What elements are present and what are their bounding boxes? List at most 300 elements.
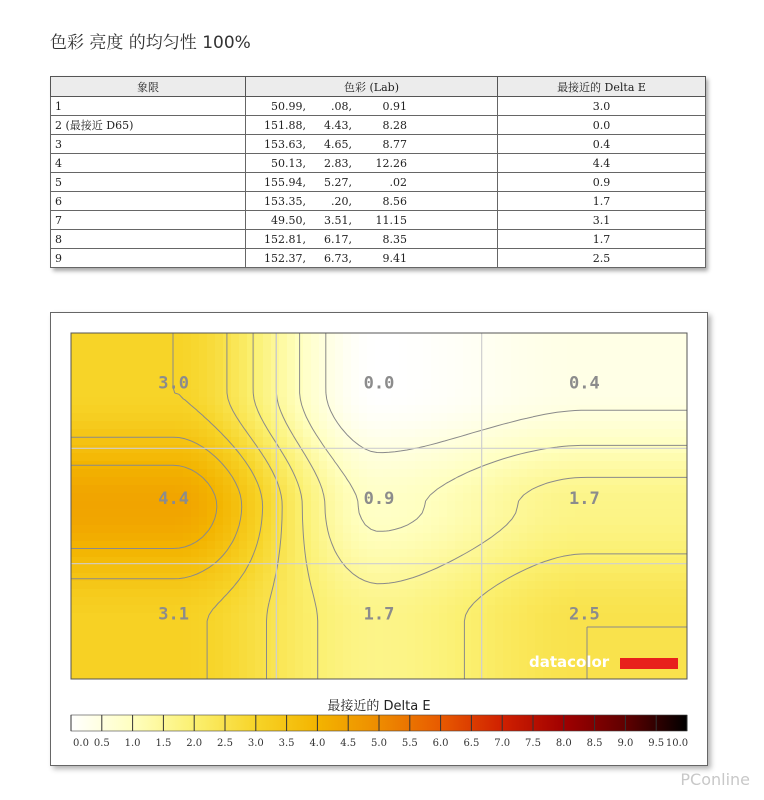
heatmap-pixel	[167, 453, 176, 462]
heatmap-pixel	[287, 373, 296, 382]
heatmap-pixel	[447, 365, 456, 374]
heatmap-pixel	[327, 613, 336, 622]
heatmap-pixel	[79, 669, 88, 678]
heatmap-pixel	[215, 365, 224, 374]
heatmap-pixel	[543, 365, 552, 374]
heatmap-pixel	[335, 677, 344, 686]
heatmap-pixel	[287, 629, 296, 638]
heatmap-pixel	[215, 405, 224, 414]
heatmap-pixel	[631, 509, 640, 518]
heatmap-pixel	[359, 333, 368, 342]
heatmap-pixel	[247, 565, 256, 574]
heatmap-pixel	[183, 653, 192, 662]
heatmap-pixel	[655, 581, 664, 590]
heatmap-pixel	[239, 557, 248, 566]
heatmap-pixel	[279, 501, 288, 510]
heatmap-pixel	[159, 365, 168, 374]
heatmap-pixel	[471, 397, 480, 406]
heatmap-pixel	[255, 341, 264, 350]
heatmap-pixel	[495, 357, 504, 366]
heatmap-pixel	[511, 669, 520, 678]
heatmap-pixel	[95, 469, 104, 478]
heatmap-pixel	[95, 349, 104, 358]
heatmap-pixel	[439, 669, 448, 678]
heatmap-pixel	[343, 349, 352, 358]
heatmap-pixel	[455, 461, 464, 470]
heatmap-pixel	[111, 605, 120, 614]
heatmap-pixel	[503, 605, 512, 614]
heatmap-pixel	[479, 525, 488, 534]
heatmap-pixel	[447, 453, 456, 462]
heatmap-pixel	[623, 469, 632, 478]
heatmap-pixel	[639, 557, 648, 566]
heatmap-pixel	[319, 669, 328, 678]
heatmap-pixel	[111, 677, 120, 686]
heatmap-pixel	[183, 341, 192, 350]
heatmap-pixel	[431, 525, 440, 534]
heatmap-pixel	[447, 549, 456, 558]
heatmap-pixel	[127, 573, 136, 582]
heatmap-pixel	[183, 661, 192, 670]
heatmap-pixel	[87, 613, 96, 622]
heatmap-pixel	[335, 517, 344, 526]
heatmap-pixel	[679, 677, 688, 686]
heatmap-pixel	[663, 645, 672, 654]
heatmap-pixel	[103, 389, 112, 398]
heatmap-pixel	[135, 485, 144, 494]
heatmap-pixel	[487, 565, 496, 574]
heatmap-pixel	[367, 357, 376, 366]
heatmap-pixel	[487, 357, 496, 366]
heatmap-pixel	[471, 477, 480, 486]
heatmap-pixel	[135, 621, 144, 630]
heatmap-pixel	[303, 669, 312, 678]
heatmap-pixel	[327, 565, 336, 574]
heatmap-pixel	[335, 605, 344, 614]
heatmap-pixel	[599, 333, 608, 342]
heatmap-pixel	[479, 413, 488, 422]
heatmap-pixel	[463, 341, 472, 350]
heatmap-pixel	[343, 413, 352, 422]
heatmap-pixel	[479, 397, 488, 406]
heatmap-pixel	[263, 509, 272, 518]
heatmap-pixel	[607, 621, 616, 630]
heatmap-pixel	[151, 677, 160, 686]
heatmap-pixel	[551, 373, 560, 382]
heatmap-pixel	[95, 525, 104, 534]
heatmap-pixel	[135, 661, 144, 670]
heatmap-pixel	[351, 389, 360, 398]
heatmap-pixel	[631, 613, 640, 622]
heatmap-pixel	[551, 445, 560, 454]
heatmap-pixel	[591, 477, 600, 486]
lab-cell	[246, 211, 498, 230]
heatmap-pixel	[87, 637, 96, 646]
heatmap-pixel	[535, 637, 544, 646]
heatmap-pixel	[95, 581, 104, 590]
heatmap-pixel	[407, 501, 416, 510]
heatmap-pixel	[71, 677, 80, 686]
heatmap-pixel	[399, 405, 408, 414]
heatmap-pixel	[103, 469, 112, 478]
heatmap-pixel	[679, 621, 688, 630]
heatmap-pixel	[415, 661, 424, 670]
heatmap-pixel	[567, 541, 576, 550]
heatmap-pixel	[607, 421, 616, 430]
heatmap-pixel	[551, 389, 560, 398]
heatmap-pixel	[119, 349, 128, 358]
heatmap-pixel	[647, 421, 656, 430]
heatmap-pixel	[199, 397, 208, 406]
heatmap-pixel	[319, 349, 328, 358]
heatmap-pixel	[591, 677, 600, 686]
heatmap-pixel	[103, 445, 112, 454]
heatmap-pixel	[439, 453, 448, 462]
heatmap-pixel	[567, 581, 576, 590]
heatmap-pixel	[679, 445, 688, 454]
heatmap-pixel	[647, 453, 656, 462]
heatmap-pixel	[559, 629, 568, 638]
heatmap-pixel	[551, 597, 560, 606]
heatmap-pixel	[191, 485, 200, 494]
heatmap-pixel	[103, 501, 112, 510]
heatmap-pixel	[215, 389, 224, 398]
heatmap-pixel	[519, 629, 528, 638]
heatmap-pixel	[287, 477, 296, 486]
heatmap-pixel	[87, 381, 96, 390]
heatmap-pixel	[95, 613, 104, 622]
heatmap-pixel	[407, 461, 416, 470]
heatmap-pixel	[159, 533, 168, 542]
heatmap-pixel	[535, 541, 544, 550]
heatmap-pixel	[663, 461, 672, 470]
heatmap-pixel	[295, 669, 304, 678]
heatmap-pixel	[543, 533, 552, 542]
heatmap-pixel	[207, 677, 216, 686]
heatmap-pixel	[407, 645, 416, 654]
heatmap-pixel	[415, 677, 424, 686]
heatmap-pixel	[519, 573, 528, 582]
heatmap-pixel	[351, 357, 360, 366]
heatmap-pixel	[447, 493, 456, 502]
heatmap-pixel	[391, 677, 400, 686]
heatmap-pixel	[199, 541, 208, 550]
heatmap-pixel	[391, 589, 400, 598]
heatmap-pixel	[143, 533, 152, 542]
heatmap-pixel	[119, 413, 128, 422]
heatmap-pixel	[367, 669, 376, 678]
heatmap-pixel	[663, 509, 672, 518]
heatmap-pixel	[511, 469, 520, 478]
heatmap-pixel	[407, 557, 416, 566]
heatmap-pixel	[551, 573, 560, 582]
lab-a-value: 6.17,	[324, 232, 352, 246]
heatmap-pixel	[415, 469, 424, 478]
heatmap-pixel	[383, 333, 392, 342]
heatmap-pixel	[327, 381, 336, 390]
heatmap-pixel	[359, 349, 368, 358]
heatmap-pixel	[359, 533, 368, 542]
heatmap-pixel	[679, 637, 688, 646]
heatmap-pixel	[343, 629, 352, 638]
heatmap-pixel	[143, 429, 152, 438]
heatmap-pixel	[335, 453, 344, 462]
heatmap-pixel	[423, 477, 432, 486]
heatmap-pixel	[103, 613, 112, 622]
heatmap-pixel	[391, 357, 400, 366]
heatmap-pixel	[191, 381, 200, 390]
heatmap-pixel	[167, 437, 176, 446]
heatmap-pixel	[623, 365, 632, 374]
heatmap-pixel	[351, 653, 360, 662]
heatmap-pixel	[127, 637, 136, 646]
heatmap-pixel	[287, 333, 296, 342]
heatmap-pixel	[327, 581, 336, 590]
heatmap-pixel	[391, 461, 400, 470]
heatmap-pixel	[407, 437, 416, 446]
heatmap-pixel	[471, 581, 480, 590]
heatmap-pixel	[271, 621, 280, 630]
heatmap-pixel	[311, 581, 320, 590]
heatmap-pixel	[511, 621, 520, 630]
heatmap-pixel	[615, 421, 624, 430]
heatmap-pixel	[247, 381, 256, 390]
heatmap-pixel	[423, 397, 432, 406]
heatmap-pixel	[367, 645, 376, 654]
heatmap-pixel	[199, 677, 208, 686]
heatmap-pixel	[463, 573, 472, 582]
heatmap-pixel	[95, 373, 104, 382]
heatmap-pixel	[287, 381, 296, 390]
heatmap-pixel	[495, 533, 504, 542]
heatmap-pixel	[287, 357, 296, 366]
heatmap-pixel	[607, 357, 616, 366]
heatmap-pixel	[311, 405, 320, 414]
heatmap-pixel	[191, 677, 200, 686]
heatmap-pixel	[447, 661, 456, 670]
heatmap-pixel	[319, 525, 328, 534]
heatmap-pixel	[119, 453, 128, 462]
heatmap-pixel	[615, 357, 624, 366]
heatmap-pixel	[591, 397, 600, 406]
heatmap-pixel	[111, 661, 120, 670]
heatmap-pixel	[439, 365, 448, 374]
heatmap-pixel	[103, 573, 112, 582]
heatmap-pixel	[207, 445, 216, 454]
heatmap-pixel	[623, 509, 632, 518]
heatmap-pixel	[535, 581, 544, 590]
heatmap-pixel	[415, 653, 424, 662]
heatmap-pixel	[231, 453, 240, 462]
heatmap-pixel	[119, 429, 128, 438]
heatmap-pixel	[335, 405, 344, 414]
heatmap-pixel	[271, 565, 280, 574]
heatmap-pixel	[383, 653, 392, 662]
heatmap-pixel	[607, 493, 616, 502]
heatmap-pixel	[111, 477, 120, 486]
heatmap-pixel	[175, 517, 184, 526]
heatmap-pixel	[511, 653, 520, 662]
heatmap-pixel	[247, 597, 256, 606]
heatmap-pixel	[423, 669, 432, 678]
heatmap-pixel	[167, 517, 176, 526]
heatmap-pixel	[639, 645, 648, 654]
heatmap-pixel	[543, 349, 552, 358]
heatmap-pixel	[471, 637, 480, 646]
heatmap-pixel	[487, 437, 496, 446]
heatmap-pixel	[111, 533, 120, 542]
heatmap-pixel	[399, 445, 408, 454]
heatmap-pixel	[415, 605, 424, 614]
heatmap-pixel	[503, 661, 512, 670]
heatmap-pixel	[487, 389, 496, 398]
heatmap-pixel	[527, 381, 536, 390]
heatmap-pixel	[71, 365, 80, 374]
lab-cell	[246, 192, 498, 211]
heatmap-pixel	[671, 621, 680, 630]
heatmap-pixel	[415, 373, 424, 382]
heatmap-pixel	[279, 381, 288, 390]
quadrant-cell: 7	[51, 211, 246, 230]
heatmap-pixel	[327, 501, 336, 510]
heatmap-pixel	[111, 349, 120, 358]
heatmap-pixel	[167, 477, 176, 486]
heatmap-pixel	[367, 365, 376, 374]
heatmap-pixel	[503, 501, 512, 510]
heatmap-pixel	[615, 645, 624, 654]
heatmap-pixel	[151, 357, 160, 366]
heatmap-pixel	[479, 581, 488, 590]
heatmap-pixel	[351, 621, 360, 630]
heatmap-pixel	[159, 669, 168, 678]
column-header-quadrant: 象限	[51, 77, 246, 97]
heatmap-pixel	[551, 621, 560, 630]
heatmap-pixel	[679, 461, 688, 470]
heatmap-pixel	[295, 621, 304, 630]
heatmap-pixel	[327, 349, 336, 358]
heatmap-pixel	[111, 621, 120, 630]
heatmap-pixel	[527, 389, 536, 398]
heatmap-pixel	[631, 493, 640, 502]
heatmap-pixel	[159, 477, 168, 486]
heatmap-pixel	[583, 349, 592, 358]
heatmap-pixel	[559, 557, 568, 566]
heatmap-pixel	[479, 517, 488, 526]
heatmap-pixel	[463, 397, 472, 406]
heatmap-pixel	[143, 605, 152, 614]
heatmap-pixel	[319, 589, 328, 598]
heatmap-pixel	[111, 517, 120, 526]
heatmap-pixel	[143, 365, 152, 374]
heatmap-pixel	[279, 397, 288, 406]
heatmap-pixel	[551, 397, 560, 406]
heatmap-pixel	[407, 509, 416, 518]
heatmap-pixel	[119, 517, 128, 526]
heatmap-pixel	[167, 341, 176, 350]
scale-tick-label: 2.0	[186, 738, 203, 749]
heatmap-pixel	[327, 389, 336, 398]
heatmap-pixel	[351, 445, 360, 454]
heatmap-pixel	[623, 413, 632, 422]
heatmap-pixel	[383, 581, 392, 590]
heatmap-pixel	[87, 397, 96, 406]
heatmap-pixel	[199, 333, 208, 342]
heatmap-pixel	[111, 413, 120, 422]
heatmap-pixel	[631, 645, 640, 654]
heatmap-pixel	[271, 605, 280, 614]
heatmap-pixel	[407, 621, 416, 630]
heatmap-pixel	[207, 549, 216, 558]
heatmap-pixel	[455, 605, 464, 614]
heatmap-pixel	[415, 341, 424, 350]
heatmap-pixel	[375, 541, 384, 550]
heatmap-pixel	[167, 469, 176, 478]
heatmap-pixel	[391, 413, 400, 422]
heatmap-pixel	[679, 613, 688, 622]
heatmap-pixel	[391, 565, 400, 574]
heatmap-pixel	[143, 573, 152, 582]
heatmap-pixel	[335, 373, 344, 382]
heatmap-pixel	[351, 677, 360, 686]
heatmap-pixel	[327, 621, 336, 630]
heatmap-pixel	[431, 549, 440, 558]
heatmap-pixel	[319, 573, 328, 582]
heatmap-pixel	[199, 469, 208, 478]
heatmap-pixel	[479, 405, 488, 414]
heatmap-pixel	[359, 565, 368, 574]
heatmap-pixel	[447, 469, 456, 478]
heatmap-pixel	[71, 341, 80, 350]
heatmap-pixel	[423, 469, 432, 478]
heatmap-pixel	[471, 501, 480, 510]
heatmap-pixel	[567, 573, 576, 582]
heatmap-pixel	[359, 413, 368, 422]
heatmap-pixel	[647, 581, 656, 590]
heatmap-pixel	[287, 565, 296, 574]
heatmap-pixel	[463, 373, 472, 382]
heatmap-pixel	[167, 421, 176, 430]
heatmap-pixel	[647, 541, 656, 550]
heatmap-pixel	[111, 445, 120, 454]
heatmap-pixel	[263, 629, 272, 638]
heatmap-pixel	[495, 493, 504, 502]
heatmap-pixel	[79, 677, 88, 686]
heatmap-pixel	[551, 421, 560, 430]
heatmap-pixel	[303, 605, 312, 614]
heatmap-pixel	[247, 677, 256, 686]
heatmap-pixel	[671, 493, 680, 502]
heatmap-pixel	[327, 373, 336, 382]
heatmap-pixel	[143, 421, 152, 430]
heatmap-pixel	[247, 525, 256, 534]
heatmap-pixel	[431, 397, 440, 406]
heatmap-pixel	[151, 429, 160, 438]
heatmap-pixel	[79, 573, 88, 582]
heatmap-pixel	[495, 637, 504, 646]
heatmap-pixel	[559, 517, 568, 526]
heatmap-pixel	[567, 557, 576, 566]
heatmap-pixel	[639, 445, 648, 454]
heatmap-pixel	[511, 461, 520, 470]
heatmap-pixel	[159, 549, 168, 558]
heatmap-pixel	[247, 613, 256, 622]
heatmap-pixel	[591, 629, 600, 638]
heatmap-pixel	[183, 421, 192, 430]
heatmap-pixel	[391, 333, 400, 342]
heatmap-pixel	[623, 637, 632, 646]
heatmap-pixel	[287, 397, 296, 406]
heatmap-pixel	[231, 653, 240, 662]
